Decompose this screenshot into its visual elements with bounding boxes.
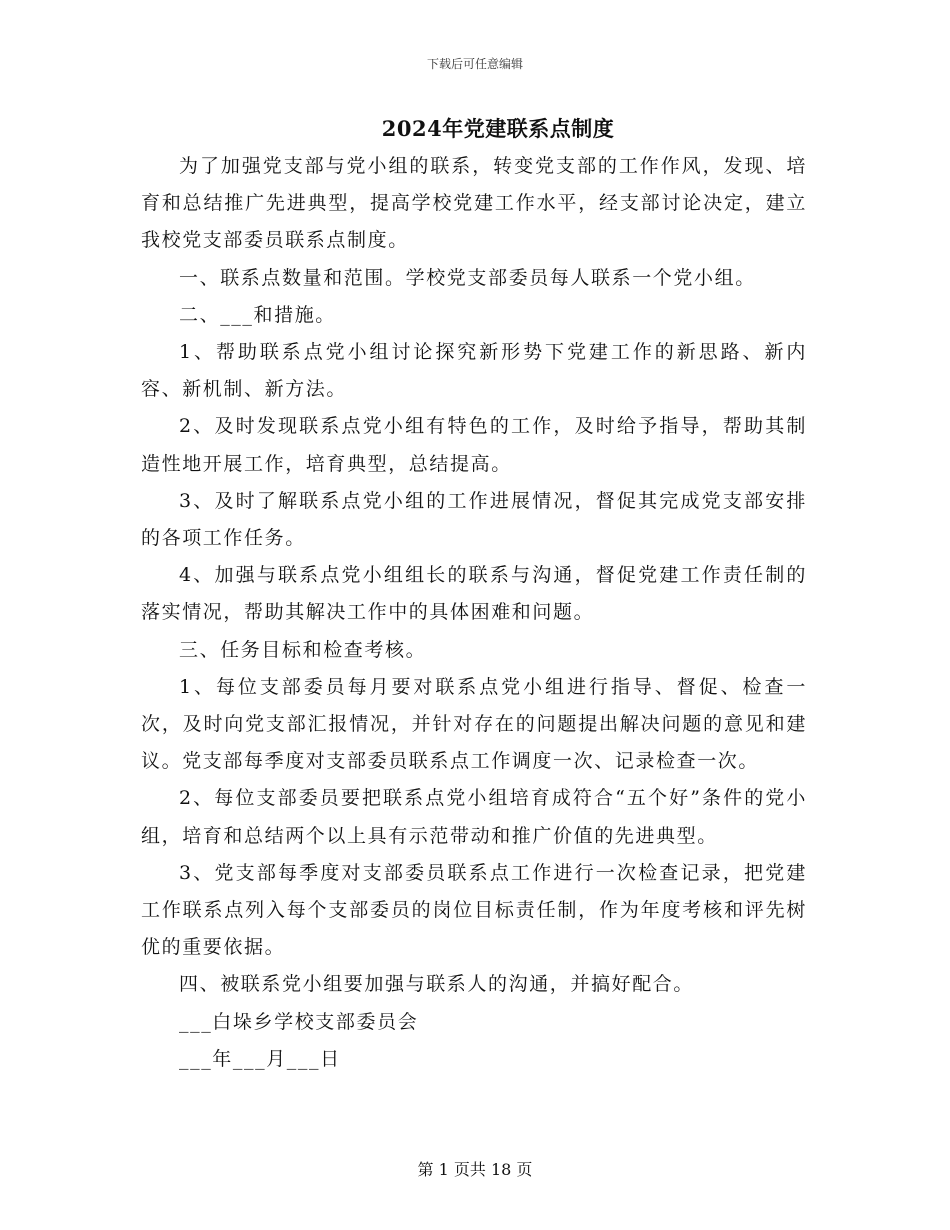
paragraph-item-2-2: 2、及时发现联系点党小组有特色的工作，及时给予指导，帮助其制造性地开展工作，培育典型，总结提高。 [141, 415, 807, 475]
document-title: 2024年党建联系点制度 [381, 116, 615, 141]
paragraph-item-2-4: 4、加强与联系点党小组组长的联系与沟通，督促党建工作责任制的落实情况，帮助其解决工作中的具体困难和问题。 [141, 564, 807, 624]
paragraph-section-2: 二、___和措施。 [179, 303, 336, 326]
paragraph-item-3-3: 3、党支部每季度对支部委员联系点工作进行一次检查记录，把党建工作联系点列入每个支部委员的岗位目标责任制，作为年度考核和评先树优的重要依据。 [141, 861, 807, 959]
paragraph-item-3-1: 1、每位支部委员每月要对联系点党小组进行指导、督促、检查一次，及时向党支部汇报情况，并针对存在的问题提出解决问题的意见和建议。党支部每季度对支部委员联系点工作调度一次、记录检查一次。 [141, 675, 807, 773]
document-body [141, 148, 807, 1078]
signature-date: ___年___月___日 [179, 1047, 341, 1070]
paragraph-item-2-1: 1、帮助联系点党小组讨论探究新形势下党建工作的新思路、新内容、新机制、新方法。 [141, 341, 807, 401]
paragraph-intro: 为了加强党支部与党小组的联系，转变党支部的工作作风，发现、培育和总结推广先进典型，提高学校党建工作水平，经支部讨论决定，建立我校党支部委员联系点制度。 [141, 155, 807, 252]
page-header-note: 下载后可任意编辑 [426, 57, 523, 71]
signature-organization: ___白垛乡学校支部委员会 [179, 1010, 419, 1033]
paragraph-section-4: 四、被联系党小组要加强与联系人的沟通，并搞好配合。 [179, 973, 695, 996]
paragraph-item-2-3: 3、及时了解联系点党小组的工作进展情况，督促其完成党支部安排的各项工作任务。 [141, 489, 807, 550]
paragraph-section-3: 三、任务目标和检查考核。 [179, 638, 427, 661]
paragraph-section-1: 一、联系点数量和范围。学校党支部委员每人联系一个党小组。 [179, 266, 756, 289]
page-number: 第 1 页共 18 页 [417, 1160, 533, 1179]
paragraph-item-3-2: 2、每位支部委员要把联系点党小组培育成符合“五个好”条件的党小组，培育和总结两个以上具有示范带动和推广价值的先进典型。 [141, 787, 807, 847]
